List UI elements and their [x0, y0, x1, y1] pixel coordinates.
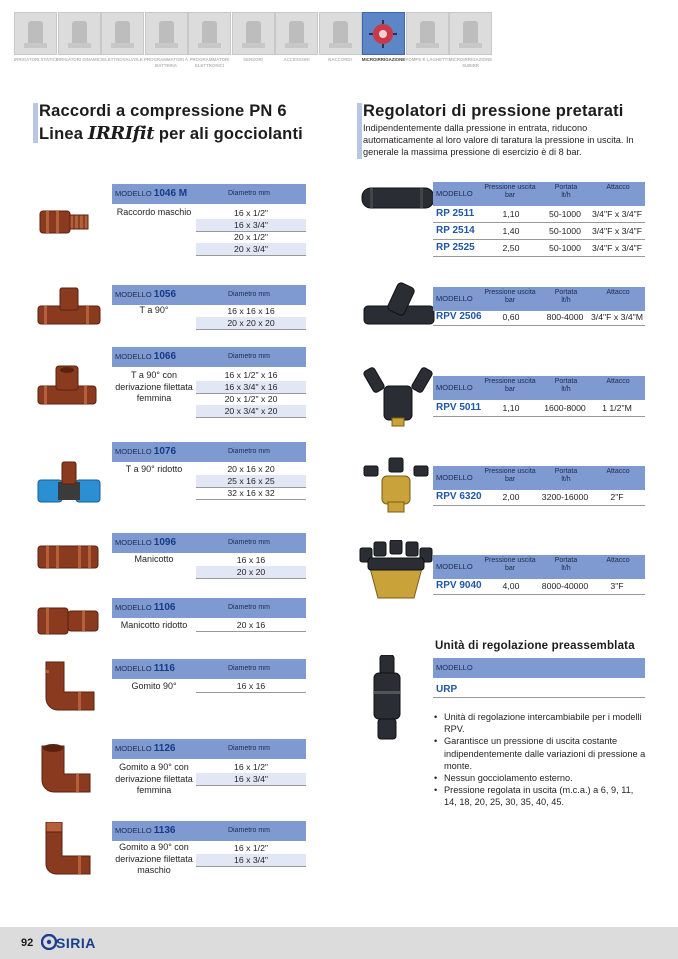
model-code: 1046 M [153, 188, 188, 199]
regulator-table-header [433, 287, 645, 311]
sensor-icon [232, 12, 275, 55]
fitting-table-header [112, 821, 306, 841]
flow-value: 800-4000 [546, 312, 584, 322]
unit-model-label: MODELLO [436, 663, 473, 672]
fitting-table-header [112, 184, 306, 204]
regulator-code: RP 2514 [436, 225, 475, 236]
pressure-unit: bar [504, 297, 516, 304]
diameter-row: 16 x 3/4" [196, 219, 306, 231]
regulator-code: RP 2511 [436, 208, 475, 219]
flow-label: Portata [554, 557, 578, 564]
model-label: MODELLO [436, 294, 473, 303]
siria-logo: SIRIA [56, 935, 96, 951]
nav-item-5[interactable] [188, 12, 231, 74]
model-prefix: MODELLO [115, 744, 152, 753]
row-line [196, 866, 306, 867]
flow-unit: lt/h [561, 192, 571, 199]
diameter-row: 16 x 16 [236, 555, 266, 565]
fitting-description: T a 90° con derivazione filettata femmina [115, 370, 193, 403]
pressure-value: 1,10 [502, 209, 520, 219]
electronic-controller-icon [188, 12, 231, 55]
diameter-header: Diametro mm [227, 539, 270, 546]
fitting-image [36, 598, 100, 644]
nav-label: MICROIRRIGAZIONE [361, 57, 406, 62]
pressure-value: 1,40 [502, 226, 520, 236]
pressure-label: Pressione uscita [484, 184, 536, 191]
diameter-header: Diametro mm [227, 604, 270, 611]
diameter-row: 20 x 20 x 20 [196, 317, 306, 329]
unit-table-header [433, 658, 645, 678]
nav-item-7[interactable] [275, 12, 318, 74]
model-label [115, 184, 187, 204]
flow-value: 3200-16000 [541, 492, 589, 502]
unit-code: URP [436, 684, 458, 695]
fitting-description: Manicotto ridotto [120, 620, 188, 630]
connection-value: 3/4"F x 3/4"F [591, 243, 643, 253]
model-label: MODELLO [436, 383, 473, 392]
fitting-image [36, 362, 98, 408]
model-prefix: MODELLO [115, 189, 152, 198]
sprinkler-static-icon [14, 12, 57, 55]
flow-value: 8000-40000 [541, 581, 589, 591]
nav-label: PROGRAMMATORI A BATTERIA [143, 57, 189, 68]
flow-header [541, 184, 591, 200]
unit-bullet: • Pressione regolata in uscita (m.c.a.) a 6, 9, 11, 14, 18, 20, 25, 30, 35, 40, 45. [434, 784, 646, 808]
flow-label: Portata [554, 184, 578, 191]
row-line [196, 692, 306, 693]
flow-header [541, 289, 591, 305]
regulator-code: RPV 9040 [436, 580, 482, 591]
nav-label: MICROIRRIGAZIONE SUBIRR [448, 57, 493, 68]
model-label [115, 739, 175, 759]
accessories-icon [275, 12, 318, 55]
model-label [115, 285, 176, 305]
right-title: Regolatori di pressione pretarati [363, 102, 624, 120]
regulator-image [356, 540, 436, 600]
connection-header: Attacco [606, 378, 630, 385]
fitting-image [36, 822, 94, 878]
pond-pump-icon [406, 12, 449, 55]
row-line [196, 329, 306, 330]
diameter-header: Diametro mm [227, 827, 270, 834]
right-title-accent [357, 103, 362, 159]
fitting-table-header [112, 442, 306, 462]
fitting-table-header [112, 347, 306, 367]
pressure-label: Pressione uscita [484, 378, 536, 385]
fitting-description: Gomito a 90° con derivazione filettata femmina [115, 762, 193, 795]
microirrigation-icon [362, 12, 405, 55]
pressure-header [479, 378, 541, 394]
diameter-header: Diametro mm [227, 665, 270, 672]
nav-label: ACCESSORI [283, 57, 310, 62]
diameter-row: 20 x 20 [196, 566, 306, 578]
regulator-code: RPV 2506 [436, 311, 482, 322]
row-line [433, 222, 645, 223]
nav-label: IRRIGATORI DINAMICI [55, 57, 103, 62]
flow-label: Portata [554, 468, 578, 475]
flow-value: 1600-8000 [544, 403, 586, 413]
connection-value: 3/4"F x 3/4"F [591, 209, 643, 219]
battery-controller-icon [145, 12, 188, 55]
pressure-label: Pressione uscita [484, 289, 536, 296]
diameter-header: Diametro mm [227, 745, 270, 752]
row-line [433, 416, 645, 417]
flow-value: 50-1000 [549, 226, 581, 236]
fitting-image [36, 284, 102, 330]
row-line [196, 417, 306, 418]
row-line [433, 325, 645, 326]
nav-item-3[interactable] [101, 12, 144, 74]
nav-label: RACCORDI [328, 57, 352, 62]
regulator-code: RPV 6320 [436, 491, 482, 502]
diameter-row: 16 x 16 x 16 [227, 306, 275, 316]
nav-item-10[interactable] [406, 12, 449, 74]
diameter-row: 20 x 1/2" [234, 232, 268, 242]
model-code: 1116 [153, 663, 175, 674]
diameter-header: Diametro mm [227, 190, 270, 197]
valve-icon [101, 12, 144, 55]
left-title-line1: Raccordi a compressione PN 6 [39, 102, 287, 120]
nav-item-4[interactable] [145, 12, 188, 74]
model-label: MODELLO [436, 189, 473, 198]
flow-unit: lt/h [561, 565, 571, 572]
diameter-row: 20 x 16 [236, 620, 266, 630]
nav-label: SENSORI [243, 57, 263, 62]
flow-header [541, 557, 591, 573]
connection-header: Attacco [606, 557, 630, 564]
row-line [196, 255, 306, 256]
pressure-header [479, 184, 541, 200]
diameter-row: 20 x 1/2" x 20 [224, 394, 278, 404]
connection-header: Attacco [606, 289, 630, 296]
left-title-accent [33, 103, 38, 143]
model-prefix: MODELLO [115, 826, 152, 835]
nav-label: PROGRAMMATORI ELETTRONICI [189, 57, 230, 68]
fitting-description: Gomito 90° [131, 681, 177, 691]
unit-bullet: • Unità di regolazione intercambiabile per i modelli RPV. [434, 711, 646, 735]
nav-label: POMPE E LAGHETTI [405, 57, 449, 62]
model-code: 1136 [153, 825, 176, 836]
connection-value: 3/4"F x 3/4"F [591, 226, 643, 236]
regulator-table-header [433, 466, 645, 490]
unit-bullets [434, 711, 646, 809]
model-prefix: MODELLO [115, 290, 152, 299]
unit-title: Unità di regolazione preassemblata [435, 640, 635, 652]
nav-item-11[interactable] [449, 12, 492, 74]
left-title-suffix: per ali gocciolanti [158, 125, 303, 143]
model-code: 1056 [153, 289, 177, 300]
row-line [196, 631, 306, 632]
fitting-description: T a 90° ridotto [125, 464, 183, 474]
diameter-header: Diametro mm [227, 353, 270, 360]
flow-label: Portata [554, 378, 578, 385]
model-prefix: MODELLO [115, 352, 152, 361]
pressure-label: Pressione uscita [484, 468, 536, 475]
left-title-line2 [39, 123, 303, 144]
siria-logo-icon [41, 934, 57, 950]
fitting-table-header [112, 598, 306, 618]
pressure-header [479, 289, 541, 305]
connection-header: Attacco [606, 184, 630, 191]
nav-label: IRRIGATORI STATICI [13, 57, 58, 62]
flow-header [541, 378, 591, 394]
pressure-unit: bar [504, 192, 516, 199]
regulator-table-header [433, 555, 645, 579]
model-label [115, 598, 175, 618]
fitting-table-header [112, 533, 306, 553]
fitting-description: Gomito a 90° con derivazione filettata maschio [115, 842, 193, 875]
flow-value: 50-1000 [549, 209, 581, 219]
model-code: 1076 [153, 446, 177, 457]
row-line [433, 256, 645, 257]
row-line [433, 594, 645, 595]
pressure-unit: bar [504, 476, 516, 483]
regulator-image [362, 282, 436, 334]
fitting-image [36, 740, 94, 796]
regulator-code: RP 2525 [436, 242, 475, 253]
flow-label: Portata [554, 289, 578, 296]
diameter-row: 16 x 1/2" [234, 762, 268, 772]
regulator-code: RPV 5011 [436, 402, 482, 413]
connection-value: 2"F [610, 492, 624, 502]
unit-row-line [433, 697, 645, 698]
fitting-table-header [112, 659, 306, 679]
flow-unit: lt/h [561, 297, 571, 304]
nav-item-1[interactable] [14, 12, 57, 74]
diameter-row: 20 x 16 x 20 [227, 464, 275, 474]
model-prefix: MODELLO [115, 664, 152, 673]
diameter-row: 16 x 1/2" [234, 843, 268, 853]
fitting-description: T a 90° [139, 305, 169, 315]
fittings-icon [319, 12, 362, 55]
diameter-row: 20 x 3/4" [196, 243, 306, 255]
row-line [196, 499, 306, 500]
diameter-row: 32 x 16 x 32 [227, 488, 275, 498]
model-label: MODELLO [436, 473, 473, 482]
model-code: 1066 [153, 351, 177, 362]
fitting-description: Raccordo maschio [116, 207, 192, 217]
regulator-image [360, 456, 432, 514]
pressure-value: 2,50 [502, 243, 520, 253]
connection-value: 3"F [610, 581, 624, 591]
nav-item-8[interactable] [319, 12, 362, 74]
diameter-row: 20 x 3/4" x 20 [196, 405, 306, 417]
model-code: 1126 [153, 743, 176, 754]
diameter-row: 16 x 16 [236, 681, 266, 691]
model-prefix: MODELLO [115, 538, 152, 547]
fitting-image [36, 198, 98, 248]
pressure-unit: bar [504, 565, 516, 572]
diameter-row: 16 x 3/4" [196, 773, 306, 785]
connection-value: 1 1/2"M [602, 403, 632, 413]
diameter-row: 16 x 1/2" [234, 208, 268, 218]
diameter-header: Diametro mm [227, 448, 270, 455]
pressure-label: Pressione uscita [484, 557, 536, 564]
model-prefix: MODELLO [115, 447, 152, 456]
fitting-table-header [112, 285, 306, 305]
nav-label: ELETTROVALVOLE [102, 57, 143, 62]
nav-item-9[interactable] [362, 12, 405, 74]
connection-header: Attacco [606, 468, 630, 475]
diameter-row: 16 x 1/2" x 16 [224, 370, 278, 380]
diameter-row: 16 x 3/4" x 16 [196, 381, 306, 393]
pressure-header [479, 468, 541, 484]
subsurface-irrigation-icon [449, 12, 492, 55]
model-code: 1106 [153, 602, 176, 613]
left-title-prefix: Linea [39, 125, 84, 143]
row-line [433, 239, 645, 240]
pressure-value: 2,00 [502, 492, 520, 502]
model-label [115, 821, 175, 841]
diameter-row: 16 x 3/4" [196, 854, 306, 866]
connection-value: 3/4"F x 3/4"M [590, 312, 644, 322]
regulator-table-header [433, 376, 645, 400]
irrifit-logo: IRRIfit [87, 123, 155, 144]
pressure-value: 1,10 [502, 403, 520, 413]
model-label [115, 659, 175, 679]
diameter-row: 25 x 16 x 25 [196, 475, 306, 487]
nav-item-6[interactable] [232, 12, 275, 74]
flow-unit: lt/h [561, 476, 571, 483]
regulator-image [360, 366, 436, 428]
diameter-header: Diametro mm [227, 291, 270, 298]
flow-header [541, 468, 591, 484]
footer [0, 927, 678, 959]
fitting-description: Manicotto [134, 554, 174, 564]
fitting-table-header [112, 739, 306, 759]
fitting-image [36, 458, 102, 504]
sprinkler-dynamic-icon [58, 12, 101, 55]
page-number: 92 [21, 937, 34, 949]
fitting-image [36, 534, 100, 574]
nav-item-2[interactable] [55, 12, 103, 74]
pressure-value: 4,00 [502, 581, 520, 591]
unit-bullet: • Nessun gocciolamento esterno. [434, 772, 646, 784]
unit-bullet: • Garantisce un pressione di uscita costante indipendentemente dalle variazioni di pressione a monte. [434, 735, 646, 772]
row-line [433, 505, 645, 506]
pressure-value: 0,60 [502, 312, 520, 322]
model-label: MODELLO [436, 562, 473, 571]
model-label [115, 347, 176, 367]
row-line [196, 785, 306, 786]
urp-image [372, 655, 406, 741]
model-label [115, 442, 176, 462]
model-code: 1096 [153, 537, 177, 548]
row-line [196, 578, 306, 579]
category-nav [14, 12, 492, 74]
regulator-image [360, 178, 436, 218]
flow-value: 50-1000 [549, 243, 581, 253]
flow-unit: lt/h [561, 386, 571, 393]
model-label [115, 533, 176, 553]
right-intro: Indipendentemente dalla pressione in entrata, riducono automaticamente al loro valore di taratura la pressione in uscita. In generale la massima pressione di esercizio è di 8 bar. [363, 123, 634, 157]
model-prefix: MODELLO [115, 603, 152, 612]
fitting-image [36, 660, 96, 716]
pressure-unit: bar [504, 386, 516, 393]
pressure-header [479, 557, 541, 573]
regulator-table-header [433, 182, 645, 206]
